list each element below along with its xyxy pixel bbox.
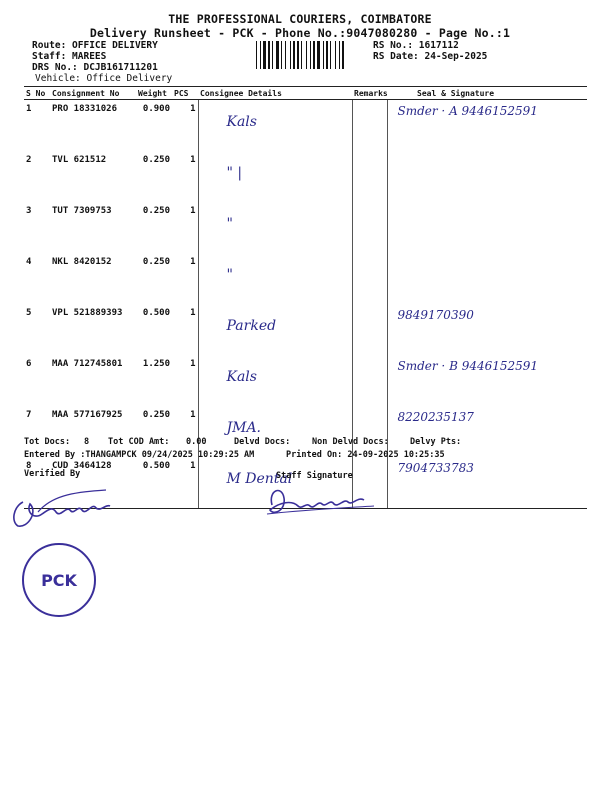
- table-row: [24, 253, 587, 304]
- seal-cell: 7904733783: [387, 457, 587, 509]
- barcode-bar: [293, 41, 295, 69]
- barcode-bar: [297, 41, 299, 69]
- vehicle-label: Vehicle: Office Delivery: [35, 73, 173, 84]
- col-weight: Weight: [136, 87, 172, 100]
- barcode-bar: [335, 41, 336, 69]
- sno-cell: 5: [26, 308, 32, 318]
- company-title: THE PROFESSIONAL COURIERS, COIMBATORE: [168, 12, 432, 26]
- consignment-cell: MAA 712745801: [52, 359, 123, 369]
- remarks-cell: [352, 151, 387, 202]
- seal-cell: 8220235137: [397, 410, 474, 424]
- barcode-bar: [290, 41, 291, 69]
- barcode-bar: [260, 41, 261, 69]
- consignee-cell: " |: [198, 151, 352, 202]
- pcs-cell: 1: [190, 104, 196, 114]
- col-remarks: Remarks: [354, 88, 388, 98]
- table-header-row: [24, 87, 587, 100]
- non-delivered-docs-label: Non Delvd Docs:: [312, 437, 389, 447]
- barcode-bar: [263, 41, 266, 69]
- rs-date: RS Date: 24-Sep-2025: [373, 51, 488, 62]
- pcs-cell: 1: [190, 257, 196, 267]
- barcode-bar: [317, 41, 320, 69]
- table-row: [24, 355, 587, 406]
- pcs-cell: 1: [190, 410, 196, 420]
- consignee-cell: ": [198, 202, 352, 253]
- weight-cell: 0.250: [142, 257, 170, 267]
- pcs-cell: 1: [172, 457, 198, 509]
- consignee-cell: M Dental: [198, 457, 352, 509]
- entered-by: Entered By :THANGAMPCK 09/24/2025 10:29:25 AM: [24, 450, 255, 460]
- staff-signature: [262, 480, 382, 522]
- table-row: [24, 100, 587, 152]
- consignee-cell: Kals: [198, 355, 352, 406]
- col-consignment: Consignment No: [50, 87, 136, 100]
- weight-cell: 0.250: [142, 155, 170, 165]
- barcode-bar: [313, 41, 315, 69]
- barcode-bar: [339, 41, 340, 69]
- consignment-cell: VPL 521889393: [52, 308, 123, 318]
- barcode-bar: [306, 41, 307, 69]
- barcode-bar: [281, 41, 282, 69]
- sno-cell: 1: [26, 104, 32, 114]
- remarks-cell: [352, 253, 387, 304]
- sno-cell: 6: [26, 359, 32, 369]
- consignment-cell: MAA 577167925: [52, 410, 123, 420]
- seal-cell: Smder · B 9446152591: [397, 359, 539, 373]
- barcode-bar: [301, 41, 302, 69]
- col-sno: S No: [24, 87, 50, 100]
- barcode-bar: [323, 41, 324, 69]
- barcode-bar: [310, 41, 311, 69]
- weight-cell: 0.250: [142, 206, 170, 216]
- seal-cell: [387, 253, 587, 304]
- remarks-cell: [352, 355, 387, 406]
- remarks-cell: [352, 100, 387, 152]
- printed-on: Printed On: 24-09-2025 10:25:35: [286, 450, 445, 460]
- consignment-cell: TUT 7309753: [52, 206, 112, 216]
- barcode-bar: [276, 41, 279, 69]
- pck-stamp: [22, 543, 96, 617]
- pcs-cell: 1: [190, 359, 196, 369]
- table-row: [24, 151, 587, 202]
- drs-number: DRS No.: DCJB161711201: [32, 62, 158, 73]
- col-consignee: Consignee Details: [198, 87, 352, 100]
- consignee-cell: Kals: [198, 100, 352, 152]
- col-pcs: PCS: [172, 87, 198, 100]
- stamp-text: PCK: [41, 570, 77, 590]
- seal-cell: [387, 202, 587, 253]
- runsheet-subtitle: Delivery Runsheet - PCK - Phone No.:9047080280 - Page No.:1: [89, 26, 511, 40]
- delivered-docs-label: Delvd Docs:: [234, 437, 291, 447]
- staff-signature-label: Staff Signature: [276, 471, 353, 481]
- barcode-bar: [326, 41, 328, 69]
- seal-cell: [387, 151, 587, 202]
- barcode-bar: [330, 41, 331, 69]
- seal-cell: 9849170390: [397, 308, 474, 322]
- table-row: [24, 304, 587, 355]
- table-row: [24, 202, 587, 253]
- consignee-cell: Parked: [198, 304, 352, 355]
- route-label: Route: OFFICE DELIVERY: [32, 40, 158, 51]
- weight-cell: 1.250: [142, 359, 170, 369]
- total-docs-label: Tot Docs:: [24, 437, 71, 447]
- consignee-cell: ": [198, 253, 352, 304]
- weight-cell: 0.900: [142, 104, 170, 114]
- sno-cell: 8: [24, 457, 50, 509]
- barcode-bar: [342, 41, 344, 69]
- barcode-bar: [272, 41, 273, 69]
- remarks-cell: [352, 304, 387, 355]
- barcode-image: [256, 41, 370, 69]
- rs-number: RS No.: 1617112: [373, 40, 459, 51]
- staff-label: Staff: MAREES: [32, 51, 107, 62]
- verified-signature: [8, 482, 118, 532]
- barcode-bar: [256, 41, 257, 69]
- sno-cell: 3: [26, 206, 32, 216]
- total-cod-label: Tot COD Amt:: [108, 437, 170, 447]
- barcode-bar: [285, 41, 286, 69]
- pcs-cell: 1: [190, 308, 196, 318]
- weight-cell: 0.500: [142, 308, 170, 318]
- consignment-cell: PRO 18331026: [52, 104, 118, 114]
- pcs-cell: 1: [190, 206, 196, 216]
- col-seal: Seal & Signature: [387, 87, 587, 100]
- verified-by-label: Verified By: [24, 469, 81, 479]
- consignee-cell: JMA.: [198, 406, 352, 457]
- sno-cell: 4: [26, 257, 32, 267]
- total-cod-value: 0.00: [186, 437, 207, 447]
- weight-cell: 0.500: [136, 457, 172, 509]
- sno-cell: 7: [26, 410, 32, 420]
- consignment-cell: CUD 3464128: [50, 457, 136, 509]
- remarks-cell: [352, 202, 387, 253]
- total-docs-value: 8: [84, 437, 90, 447]
- weight-cell: 0.250: [142, 410, 170, 420]
- seal-cell: Smder · A 9446152591: [397, 104, 538, 118]
- consignment-cell: TVL 621512: [52, 155, 107, 165]
- barcode-bar: [268, 41, 270, 69]
- pcs-cell: 1: [190, 155, 196, 165]
- sno-cell: 2: [26, 155, 32, 165]
- delivery-points-label: Delvy Pts:: [410, 437, 462, 447]
- consignment-cell: NKL 8420152: [52, 257, 112, 267]
